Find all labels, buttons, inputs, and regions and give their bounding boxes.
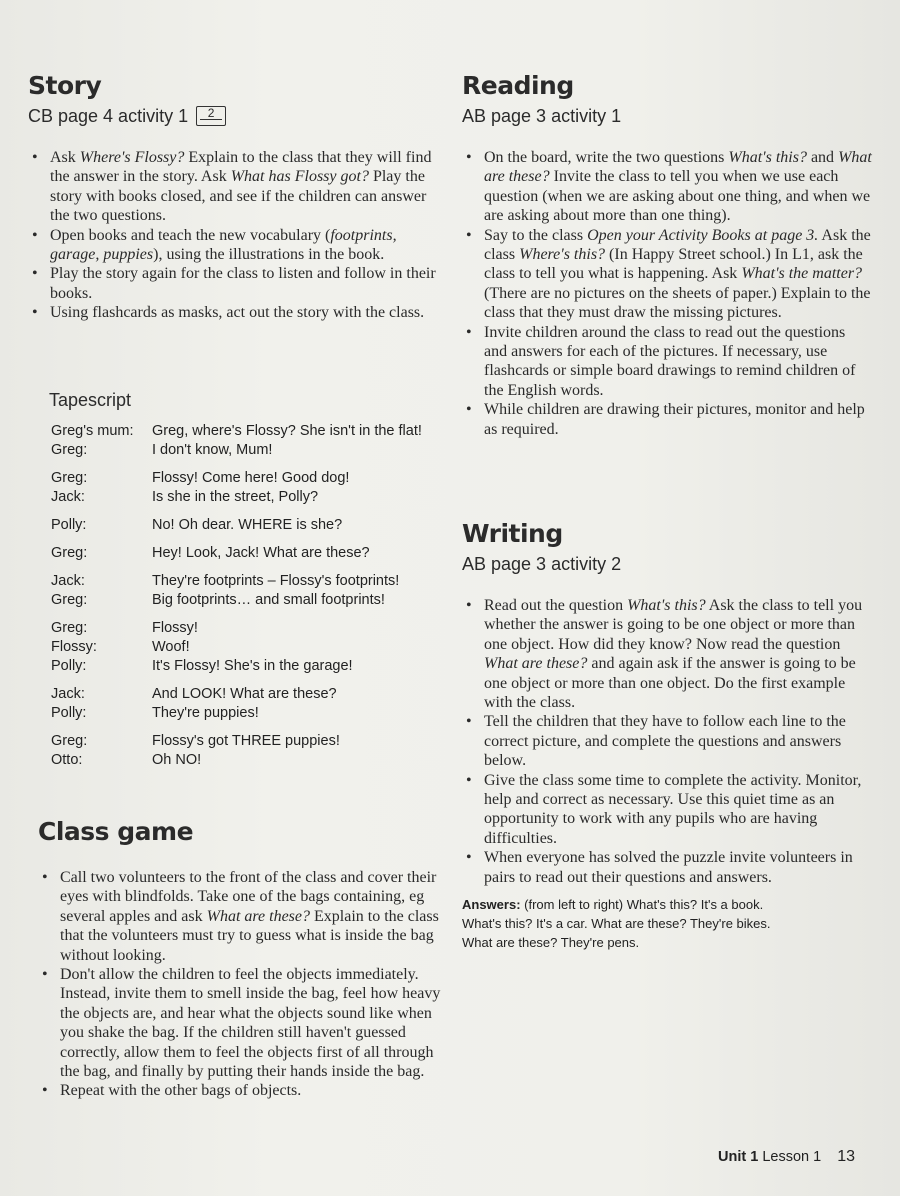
reading-bullet bbox=[462, 148, 872, 226]
tapescript-speaker: Polly: bbox=[51, 658, 87, 674]
tapescript-speaker: Polly: bbox=[51, 517, 87, 533]
story-bullet bbox=[28, 148, 443, 226]
class-game-bullet bbox=[38, 1081, 448, 1100]
answers-line-3: What are these? They're pens. bbox=[462, 935, 640, 951]
reading-bullet-text: While children are drawing their pictures, monitor and help as required. bbox=[484, 401, 865, 438]
writing-bullet-text: What are these? bbox=[484, 655, 588, 673]
answers-line-2: What's this? It's a car. What are these? They're bikes. bbox=[462, 916, 771, 932]
writing-bullet-text: Give the class some time to complete the activity. Monitor, help and correct as necessary. Use this quiet time as an opportunity to work with any pupils who are having difficulties. bbox=[484, 771, 862, 847]
cd-track-icon bbox=[196, 106, 226, 126]
reading-bullet-text: (In Happy Street school.) In L1, ask the class to tell you what is happening. Ask bbox=[484, 246, 863, 283]
class-game-bullet-text: What are these? bbox=[206, 907, 310, 925]
tapescript-text: Oh NO! bbox=[152, 752, 202, 768]
tapescript-speaker: Jack: bbox=[51, 686, 85, 702]
writing-heading: Writing bbox=[462, 519, 563, 548]
tapescript-line bbox=[51, 488, 451, 507]
tapescript-line bbox=[51, 544, 451, 563]
story-subtitle bbox=[28, 104, 443, 128]
story-bullet-text: Where's Flossy? bbox=[79, 149, 185, 166]
reading-bullet-text: Open your Activity Books at page 3. bbox=[587, 226, 819, 244]
class-game-bullet-text: Repeat with the other bags of objects. bbox=[60, 1082, 302, 1100]
page-number: 13 bbox=[837, 1148, 855, 1165]
reading-bullet bbox=[462, 400, 872, 439]
tapescript-line bbox=[51, 591, 451, 610]
tapescript-line bbox=[51, 732, 451, 751]
reading-bullet-text: (There are no pictures on the sheets of paper.) Explain to the class that they must draw the missing pictures. bbox=[484, 284, 871, 322]
tapescript-line bbox=[51, 422, 451, 441]
story-bullet-text: What has Flossy got? bbox=[230, 168, 369, 186]
left-column bbox=[28, 70, 443, 1100]
writing-bullet-text: and again ask if the answer is going to be one object or more than one object. Do the first example with the class. bbox=[484, 655, 856, 712]
tapescript-text: They're puppies! bbox=[152, 705, 259, 721]
tapescript-text: Flossy! bbox=[152, 620, 198, 636]
story-instructions bbox=[28, 148, 443, 323]
reading-subtitle: AB page 3 activity 1 bbox=[462, 106, 622, 126]
tapescript-speaker: Greg: bbox=[51, 620, 88, 636]
right-column bbox=[462, 70, 872, 951]
writing-instructions bbox=[462, 596, 872, 887]
reading-bullet-text: Say to the class bbox=[484, 226, 588, 244]
class-game-bullet-text: Don't allow the children to feel the objects immediately. Instead, invite them to smell inside the bag, feel how heavy the objects are, and hear what the objects sound like when you shake the bag. If the children still haven't guessed correctly, allow them to feel the objects first of all through the bag, and finally by putting their hands inside the bag. bbox=[60, 966, 441, 1081]
reading-instructions bbox=[462, 148, 872, 439]
writing-subtitle: AB page 3 activity 2 bbox=[462, 554, 622, 574]
answers-line-1 bbox=[462, 895, 872, 914]
tapescript-line bbox=[51, 657, 451, 676]
story-bullet-text: Play the story again for the class to listen and follow in their books. bbox=[50, 265, 436, 302]
story-bullet bbox=[28, 303, 443, 322]
writing-section bbox=[462, 518, 872, 952]
reading-bullet-text: What's the matter? bbox=[741, 265, 863, 283]
writing-bullet-text: Ask the class to tell you whether the answer is going to be one object or more than one object. How did they know? Now read the question bbox=[484, 597, 863, 653]
tapescript-line bbox=[51, 516, 451, 535]
class-game-section bbox=[38, 816, 448, 1101]
class-game-bullet-text: Explain to the class that the volunteers must try to guess what is inside the bag without looking. bbox=[60, 907, 439, 964]
reading-bullet-text: Ask the class bbox=[484, 226, 871, 264]
writing-bullet bbox=[462, 848, 872, 887]
story-bullet-text: footprints, garage, puppies bbox=[50, 226, 397, 264]
tapescript-speaker: Greg: bbox=[51, 733, 88, 749]
cd-track-number: 2 bbox=[207, 106, 215, 120]
tapescript-line bbox=[51, 704, 451, 723]
writing-bullet-text: Read out the question bbox=[484, 597, 628, 614]
class-game-bullet-text: Call two volunteers to the front of the class and cover their eyes with blindfolds. Take one of the bags containing, eg several apples and ask bbox=[60, 869, 437, 925]
page-footer bbox=[718, 1148, 855, 1166]
tapescript-text: No! Oh dear. WHERE is she? bbox=[152, 517, 343, 533]
reading-bullet-text: Where's this? bbox=[519, 246, 606, 264]
tapescript-speaker: Jack: bbox=[51, 489, 85, 505]
story-subtitle-text: CB page 4 activity 1 bbox=[28, 106, 189, 126]
reading-bullet-text: What's this? bbox=[728, 149, 807, 166]
class-game-instructions bbox=[38, 868, 448, 1101]
tapescript-speaker: Jack: bbox=[51, 573, 85, 589]
reading-heading: Reading bbox=[462, 71, 574, 100]
story-bullet bbox=[28, 226, 443, 265]
tapescript-text: Hey! Look, Jack! What are these? bbox=[152, 545, 370, 561]
tapescript-line bbox=[51, 751, 451, 770]
tapescript-speaker: Greg's mum: bbox=[51, 423, 134, 439]
tapescript-text: Is she in the street, Polly? bbox=[152, 489, 319, 505]
answers-label: Answers: bbox=[462, 897, 521, 913]
class-game-heading: Class game bbox=[38, 817, 194, 846]
story-bullet-text: Open books and teach the new vocabulary ( bbox=[50, 226, 331, 244]
tapescript-section bbox=[28, 388, 448, 412]
tapescript-text: Greg, where's Flossy? She isn't in the flat! bbox=[152, 423, 422, 439]
story-bullet-text: ), using the illustrations in the book. bbox=[153, 246, 385, 264]
reading-bullet bbox=[462, 226, 872, 323]
tapescript-line bbox=[51, 469, 451, 488]
reading-bullet-text: and bbox=[806, 149, 839, 166]
tapescript-speaker: Greg: bbox=[51, 592, 88, 608]
tapescript-speaker: Flossy: bbox=[51, 639, 97, 655]
reading-bullet-text: What are these? bbox=[484, 149, 872, 186]
tapescript-speaker: Greg: bbox=[51, 470, 88, 486]
tapescript-text: Flossy's got THREE puppies! bbox=[152, 733, 340, 749]
story-bullet-text: Explain to the class that they will find the answer in the story. Ask bbox=[50, 149, 432, 186]
footer-unit: Unit 1 bbox=[718, 1149, 759, 1165]
story-bullet bbox=[28, 264, 443, 303]
writing-bullet-text: When everyone has solved the puzzle invite volunteers in pairs to read out their questions and answers. bbox=[484, 849, 853, 886]
tapescript-speaker: Greg: bbox=[51, 545, 88, 561]
story-bullet-text: Play the story with books closed, and see if the children can answer the two questions. bbox=[50, 168, 427, 225]
tapescript-line bbox=[51, 619, 451, 638]
answers-text-1: (from left to right) What's this? It's a book. bbox=[524, 897, 764, 913]
reading-bullet bbox=[462, 323, 872, 401]
tapescript-speaker: Polly: bbox=[51, 705, 87, 721]
tapescript-text: Flossy! Come here! Good dog! bbox=[152, 470, 350, 486]
tapescript-speaker: Greg: bbox=[51, 442, 88, 458]
tapescript-text: And LOOK! What are these? bbox=[152, 686, 337, 702]
story-heading: Story bbox=[28, 71, 102, 100]
writing-bullet bbox=[462, 771, 872, 849]
reading-bullet-text: Invite children around the class to read out the questions and answers for each of the pictures. If necessary, use flashcards or simple board drawings to remind children of the English words. bbox=[484, 323, 856, 399]
writing-bullet-text: Tell the children that they have to follow each line to the correct picture, and complete the questions and answers below. bbox=[484, 713, 846, 770]
footer-lesson: Lesson 1 bbox=[762, 1149, 822, 1165]
tapescript-speaker: Otto: bbox=[51, 752, 83, 768]
class-game-bullet bbox=[38, 965, 448, 1081]
tapescript-text: It's Flossy! She's in the garage! bbox=[152, 658, 353, 674]
tapescript-heading: Tapescript bbox=[49, 390, 132, 410]
tapescript-line bbox=[51, 685, 451, 704]
reading-bullet-text: On the board, write the two questions bbox=[484, 149, 729, 166]
tapescript-text: They're footprints – Flossy's footprints! bbox=[152, 573, 400, 589]
tapescript-line bbox=[51, 638, 451, 657]
story-bullet-text: Using flashcards as masks, act out the story with the class. bbox=[50, 304, 425, 322]
writing-bullet bbox=[462, 712, 872, 770]
tapescript-line bbox=[51, 441, 451, 460]
story-bullet-text: Ask bbox=[50, 149, 80, 166]
answers-block bbox=[462, 895, 872, 952]
tapescript-text: I don't know, Mum! bbox=[152, 442, 273, 458]
reading-bullet-text: Invite the class to tell you when we use each question (when we are asking about one thing, and when we are asking about more than one thing). bbox=[484, 168, 871, 225]
writing-bullet bbox=[462, 596, 872, 712]
class-game-bullet bbox=[38, 868, 448, 965]
tapescript-text: Woof! bbox=[152, 639, 190, 655]
tapescript-line bbox=[51, 572, 451, 591]
tapescript-text: Big footprints… and small footprints! bbox=[152, 592, 385, 608]
writing-bullet-text: What's this? bbox=[627, 597, 706, 614]
